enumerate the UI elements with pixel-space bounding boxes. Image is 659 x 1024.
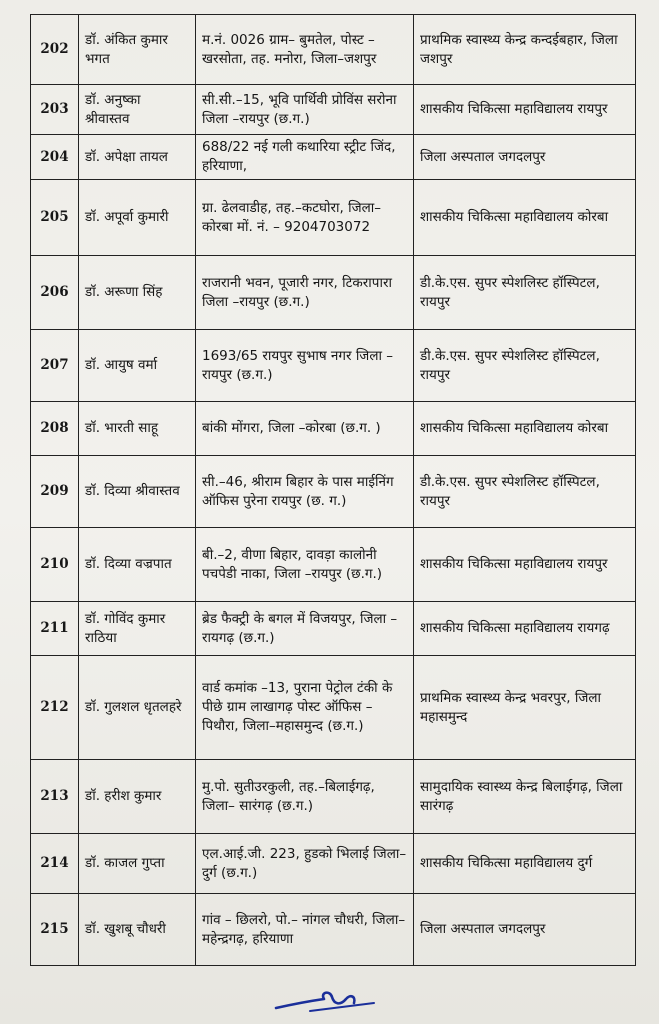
row-number: 205: [31, 180, 79, 256]
doctor-address: म.नं. 0026 ग्राम– बुमतेल, पोस्ट – खरसोता, तह. मनोरा, जिला–जशपुर: [196, 15, 414, 85]
doctor-address: ब्रेड फैक्ट्री के बगल में विजयपुर, जिला –रायगढ़ (छ.ग.): [196, 602, 414, 656]
doctor-name: डॉ. अपेक्षा तायल: [79, 135, 196, 180]
doctor-address: ग्रा. ढेलवाडीह, तह.–कटघोरा, जिला–कोरबा मों. नं. – 9204703072: [196, 180, 414, 256]
posting-place: शासकीय चिकित्सा महाविद्यालय रायपुर: [414, 85, 636, 135]
doctor-name: डॉ. अंकित कुमार भगत: [79, 15, 196, 85]
doctor-name: डॉ. गुलशल धृतलहरे: [79, 656, 196, 760]
doctor-address: मु.पो. सुतीउरकुली, तह.–बिलाईगढ़, जिला– सारंगढ़ (छ.ग.): [196, 760, 414, 834]
doctor-posting-table: [30, 14, 636, 966]
posting-place: डी.के.एस. सुपर स्पेशलिस्ट हॉस्पिटल, रायपुर: [414, 456, 636, 528]
doctor-address: 688/22 नई गली कथारिया स्ट्रीट जिंद, हरियाणा,: [196, 135, 414, 180]
table-row: [31, 834, 636, 894]
posting-place: जिला अस्पताल जगदलपुर: [414, 135, 636, 180]
doctor-address: गांव – छिलरो, पो.– नांगल चौधरी, जिला– महेन्द्रगढ़, हरियाणा: [196, 894, 414, 966]
table-row: [31, 85, 636, 135]
doctor-address: वार्ड कमांक –13, पुराना पेट्रोल टंकी के पीछे ग्राम लाखागढ़ पोस्ट ऑफिस – पिथौरा, जिला–महासमुन्द (छ.ग.): [196, 656, 414, 760]
doctor-name: डॉ. आयुष वर्मा: [79, 330, 196, 402]
doctor-address: सी.सी.–15, भूवि पार्थिवी प्रोविंस सरोना जिला –रायपुर (छ.ग.): [196, 85, 414, 135]
doctor-address: राजरानी भवन, पूजारी नगर, टिकरापारा जिला –रायपुर (छ.ग.): [196, 256, 414, 330]
table-row: [31, 15, 636, 85]
table-row: [31, 894, 636, 966]
doctor-name: डॉ. हरीश कुमार: [79, 760, 196, 834]
table-row: [31, 135, 636, 180]
posting-place: जिला अस्पताल जगदलपुर: [414, 894, 636, 966]
posting-place: शासकीय चिकित्सा महाविद्यालय रायपुर: [414, 528, 636, 602]
doctor-address: बी.–2, वीणा बिहार, दावड़ा कालोनी पचपेडी नाका, जिला –रायपुर (छ.ग.): [196, 528, 414, 602]
doctor-address: एल.आई.जी. 223, हुडको भिलाई जिला–दुर्ग (छ.ग.): [196, 834, 414, 894]
doctor-name: डॉ. अनुष्का श्रीवास्तव: [79, 85, 196, 135]
posting-place: प्राथमिक स्वास्थ्य केन्द्र भवरपुर, जिला महासमुन्द: [414, 656, 636, 760]
posting-place: प्राथमिक स्वास्थ्य केन्द्र कन्दईबहार, जिला जशपुर: [414, 15, 636, 85]
table-row: [31, 656, 636, 760]
doctor-address: 1693/65 रायपुर सुभाष नगर जिला –रायपुर (छ.ग.): [196, 330, 414, 402]
row-number: 211: [31, 602, 79, 656]
posting-place: शासकीय चिकित्सा महाविद्यालय दुर्ग: [414, 834, 636, 894]
doctor-name: डॉ. काजल गुप्ता: [79, 834, 196, 894]
table-row: [31, 602, 636, 656]
doctor-name: डॉ. दिव्या श्रीवास्तव: [79, 456, 196, 528]
row-number: 208: [31, 402, 79, 456]
doctor-name: डॉ. अरूणा सिंह: [79, 256, 196, 330]
posting-place: शासकीय चिकित्सा महाविद्यालय रायगढ़: [414, 602, 636, 656]
doctor-name: डॉ. खुशबू चौधरी: [79, 894, 196, 966]
posting-place: सामुदायिक स्वास्थ्य केन्द्र बिलाईगढ़, जिला सारंगढ़: [414, 760, 636, 834]
row-number: 209: [31, 456, 79, 528]
row-number: 204: [31, 135, 79, 180]
posting-place: शासकीय चिकित्सा महाविद्यालय कोरबा: [414, 402, 636, 456]
table-row: [31, 256, 636, 330]
row-number: 206: [31, 256, 79, 330]
doctor-name: डॉ. गोविंद कुमार राठिया: [79, 602, 196, 656]
row-number: 210: [31, 528, 79, 602]
posting-place: डी.के.एस. सुपर स्पेशलिस्ट हॉस्पिटल, रायपुर: [414, 330, 636, 402]
signature-mark: [270, 984, 390, 1018]
row-number: 202: [31, 15, 79, 85]
doctor-name: डॉ. भारती साहू: [79, 402, 196, 456]
doctor-name: डॉ. दिव्या वज्रपात: [79, 528, 196, 602]
row-number: 215: [31, 894, 79, 966]
doctor-name: डॉ. अपूर्वा कुमारी: [79, 180, 196, 256]
doctor-address: सी.–46, श्रीराम बिहार के पास माईनिंग ऑफिस पुरेना रायपुर (छ. ग.): [196, 456, 414, 528]
row-number: 207: [31, 330, 79, 402]
doctor-address: बांकी मोंगरा, जिला –कोरबा (छ.ग. ): [196, 402, 414, 456]
row-number: 214: [31, 834, 79, 894]
table-row: [31, 180, 636, 256]
row-number: 212: [31, 656, 79, 760]
table-row: [31, 760, 636, 834]
table-row: [31, 330, 636, 402]
posting-place: शासकीय चिकित्सा महाविद्यालय कोरबा: [414, 180, 636, 256]
table-row: [31, 402, 636, 456]
row-number: 203: [31, 85, 79, 135]
table-row: [31, 456, 636, 528]
table-row: [31, 528, 636, 602]
posting-place: डी.के.एस. सुपर स्पेशलिस्ट हॉस्पिटल, रायपुर: [414, 256, 636, 330]
row-number: 213: [31, 760, 79, 834]
